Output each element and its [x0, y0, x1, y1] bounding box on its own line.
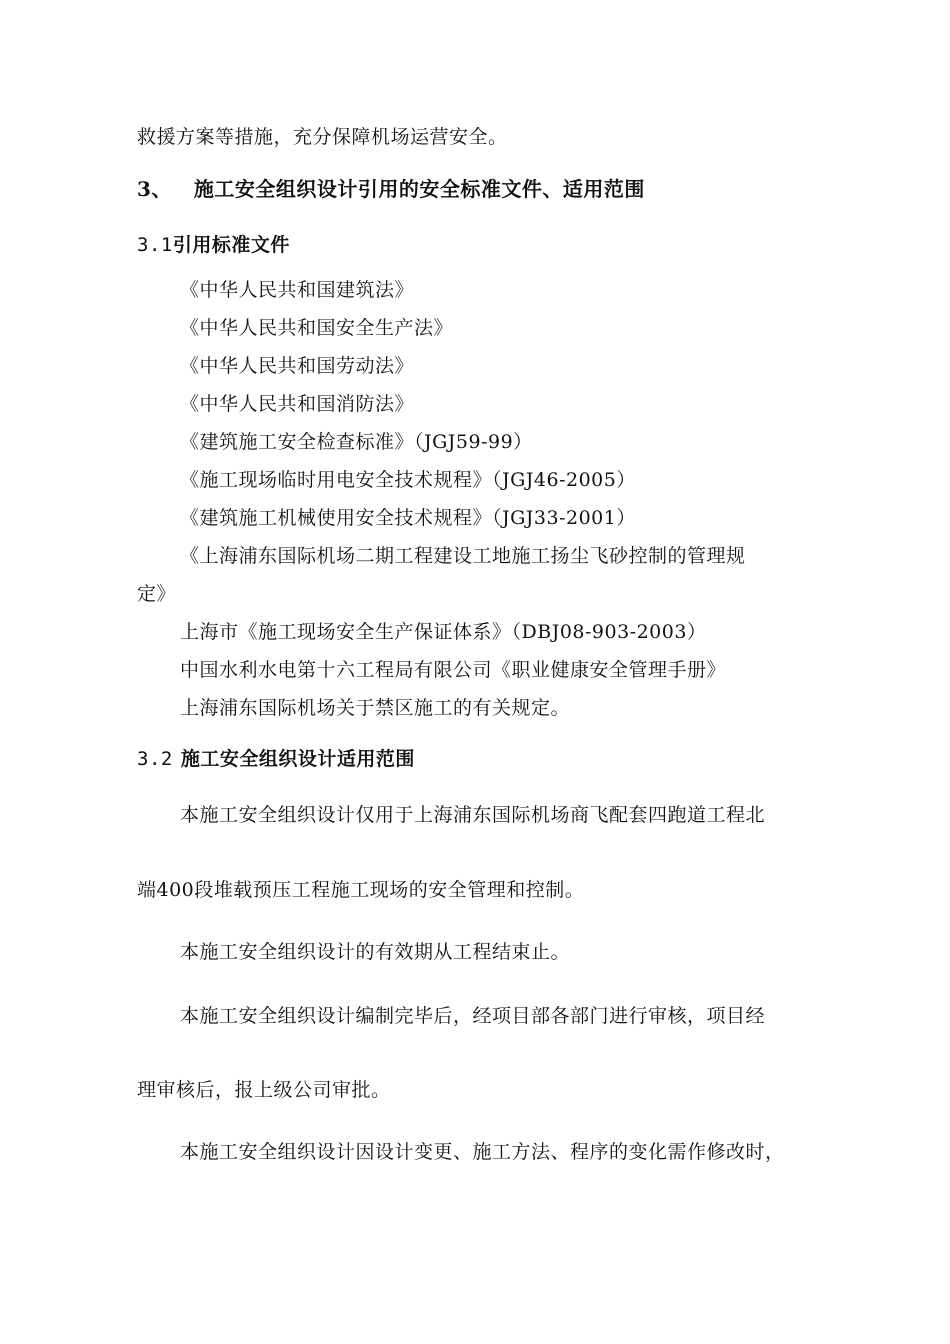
standard-item: 《建筑施工机械使用安全技术规程》（JGJ33-2001） — [180, 507, 636, 529]
paragraph-first-line: 本施工安全组织设计仅用于上海浦东国际机场商飞配套四跑道工程北 — [180, 804, 766, 826]
section-3-1-heading — [137, 232, 290, 258]
standard-item: 《中华人民共和国劳动法》 — [180, 355, 415, 377]
paragraph-continuation-line: 端400段堆载预压工程施工现场的安全管理和控制。 — [137, 879, 585, 901]
paragraph-first-line: 本施工安全组织设计编制完毕后，经项目部各部门进行审核，项目经 — [180, 1005, 766, 1027]
standard-item-continuation: 定》 — [137, 583, 177, 605]
standard-item: 上海浦东国际机场关于禁区施工的有关规定。 — [180, 697, 571, 719]
section-3-1-number: 3.1 — [137, 234, 173, 256]
section-3-2-number: 3.2 — [137, 748, 173, 770]
section-3-2-title: 施工安全组织设计适用范围 — [180, 748, 415, 770]
standard-item: 上海市《施工现场安全生产保证体系》（DBJ08-903-2003） — [180, 621, 707, 643]
paragraph-continuation-line: 理审核后，报上级公司审批。 — [137, 1079, 391, 1101]
standard-item: 《施工现场临时用电安全技术规程》（JGJ46-2005） — [180, 469, 636, 491]
section-3-2-heading — [137, 746, 415, 772]
section-3-number: 3、 — [137, 177, 172, 201]
section-3-heading — [137, 176, 645, 202]
standard-item: 《中华人民共和国建筑法》 — [180, 279, 415, 301]
paragraph-first-line: 本施工安全组织设计因设计变更、施工方法、程序的变化需作修改时， — [180, 1141, 785, 1163]
standard-item: 《上海浦东国际机场二期工程建设工地施工扬尘飞砂控制的管理规 — [180, 545, 746, 567]
intro-tail-text: 救援方案等措施，充分保障机场运营安全。 — [137, 126, 508, 148]
standard-item: 中国水利水电第十六工程局有限公司《职业健康安全管理手册》 — [180, 659, 727, 681]
standard-item: 《建筑施工安全检查标准》（JGJ59-99） — [180, 431, 533, 453]
standard-item: 《中华人民共和国安全生产法》 — [180, 317, 454, 339]
paragraph-first-line: 本施工安全组织设计的有效期从工程结束止。 — [180, 941, 571, 963]
standard-item: 《中华人民共和国消防法》 — [180, 393, 415, 415]
section-3-title: 施工安全组织设计引用的安全标准文件、适用范围 — [193, 177, 645, 201]
section-3-1-title: 引用标准文件 — [172, 234, 290, 256]
